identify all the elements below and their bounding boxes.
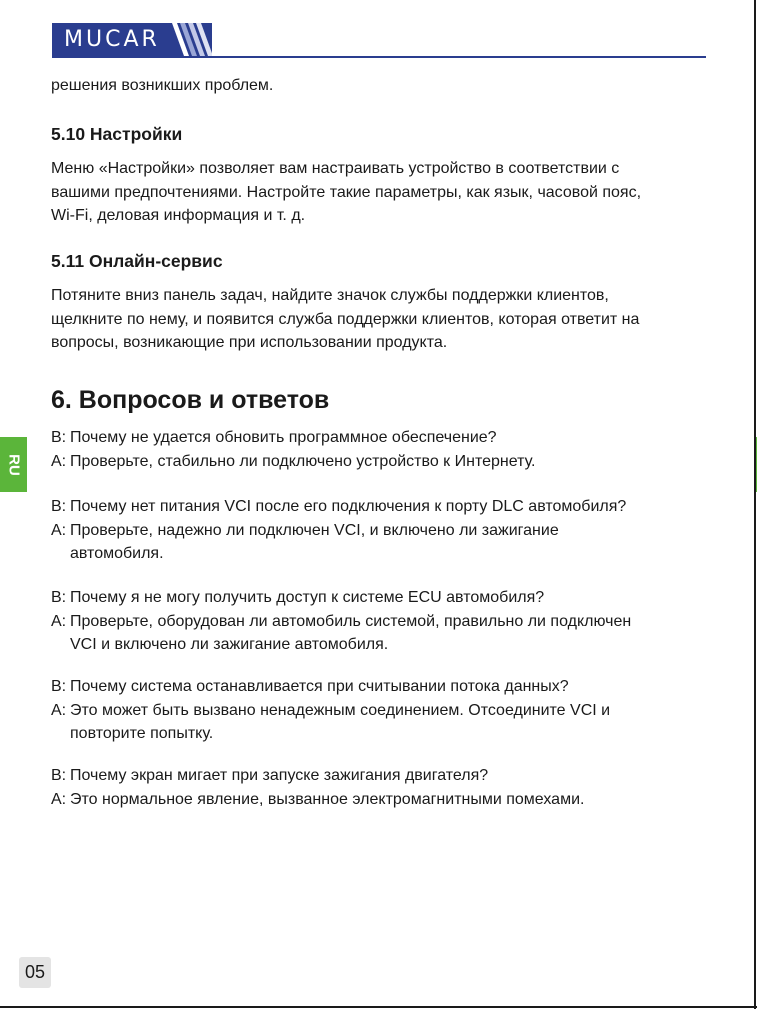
qa-item (51, 586, 731, 657)
body-line: Потяните вниз панель задач, найдите значок службы поддержки клиентов, (51, 287, 609, 304)
answer-label: A: (51, 612, 67, 630)
section-511-body (51, 284, 639, 355)
question-label: B: (51, 498, 67, 515)
qa-item (51, 495, 731, 566)
intro-line: решения возникших проблем. (51, 77, 274, 94)
question-label: B: (51, 589, 67, 606)
body-line: вопросы, возникающие при использовании продукта. (51, 334, 448, 351)
section-6-heading: 6. Вопросов и ответов (51, 386, 330, 414)
body-line: Меню «Настройки» позволяет вам настраивать устройство в соответствии с (51, 160, 620, 177)
body-line: вашими предпочтениями. Настройте такие параметры, как язык, часовой пояс, (51, 183, 642, 201)
answer-line: автомобиля. (70, 545, 164, 562)
qa-item (51, 675, 731, 746)
answer-line: повторите попытку. (70, 725, 214, 742)
answer-line: Проверьте, надежно ли подключен VCI, и включено ли зажигание (70, 521, 559, 539)
answer-line: Это нормальное явление, вызванное электромагнитными помехами. (70, 790, 585, 808)
answer-line: Это может быть вызвано ненадежным соединением. Отсоедините VCI и (70, 701, 611, 719)
question-text: Почему я не могу получить доступ к системе ECU автомобиля? (70, 589, 545, 606)
question-label: B: (51, 767, 67, 784)
answer-label: A: (51, 790, 67, 808)
brand-logo: MUCAR (64, 27, 160, 52)
answer-label: A: (51, 521, 67, 539)
qa-item (51, 426, 731, 473)
bottom-rule (0, 1006, 757, 1008)
logo-stripes-icon (172, 23, 212, 56)
page-number: 05 (19, 957, 51, 988)
answer-line: Проверьте, оборудован ли автомобиль системой, правильно ли подключен (70, 612, 632, 630)
question-text: Почему не удается обновить программное обеспечение? (70, 429, 497, 446)
question-label: B: (51, 678, 67, 695)
question-text: Почему экран мигает при запуске зажигания двигателя? (70, 767, 489, 784)
answer-line: Проверьте, стабильно ли подключено устройство к Интернету. (70, 452, 536, 470)
header-rule (52, 56, 706, 58)
body-line: Wi-Fi, деловая информация и т. д. (51, 207, 306, 224)
right-edge-line (754, 0, 756, 1009)
section-511-heading: 5.11 Онлайн-сервис (51, 251, 223, 271)
section-510-body (51, 157, 641, 228)
question-text: Почему система останавливается при считывании потока данных? (70, 678, 569, 695)
language-tab-label: RU (5, 453, 22, 476)
qa-item (51, 764, 731, 811)
question-text: Почему нет питания VCI после его подключения к порту DLC автомобиля? (70, 498, 627, 515)
answer-label: A: (51, 701, 67, 719)
section-510-heading: 5.10 Настройки (51, 124, 183, 144)
question-label: B: (51, 429, 67, 446)
body-line: щелкните по нему, и появится служба поддержки клиентов, которая ответит на (51, 310, 640, 328)
language-tab (0, 437, 27, 492)
answer-line: VCI и включено ли зажигание автомобиля. (70, 636, 389, 653)
answer-label: A: (51, 452, 67, 470)
